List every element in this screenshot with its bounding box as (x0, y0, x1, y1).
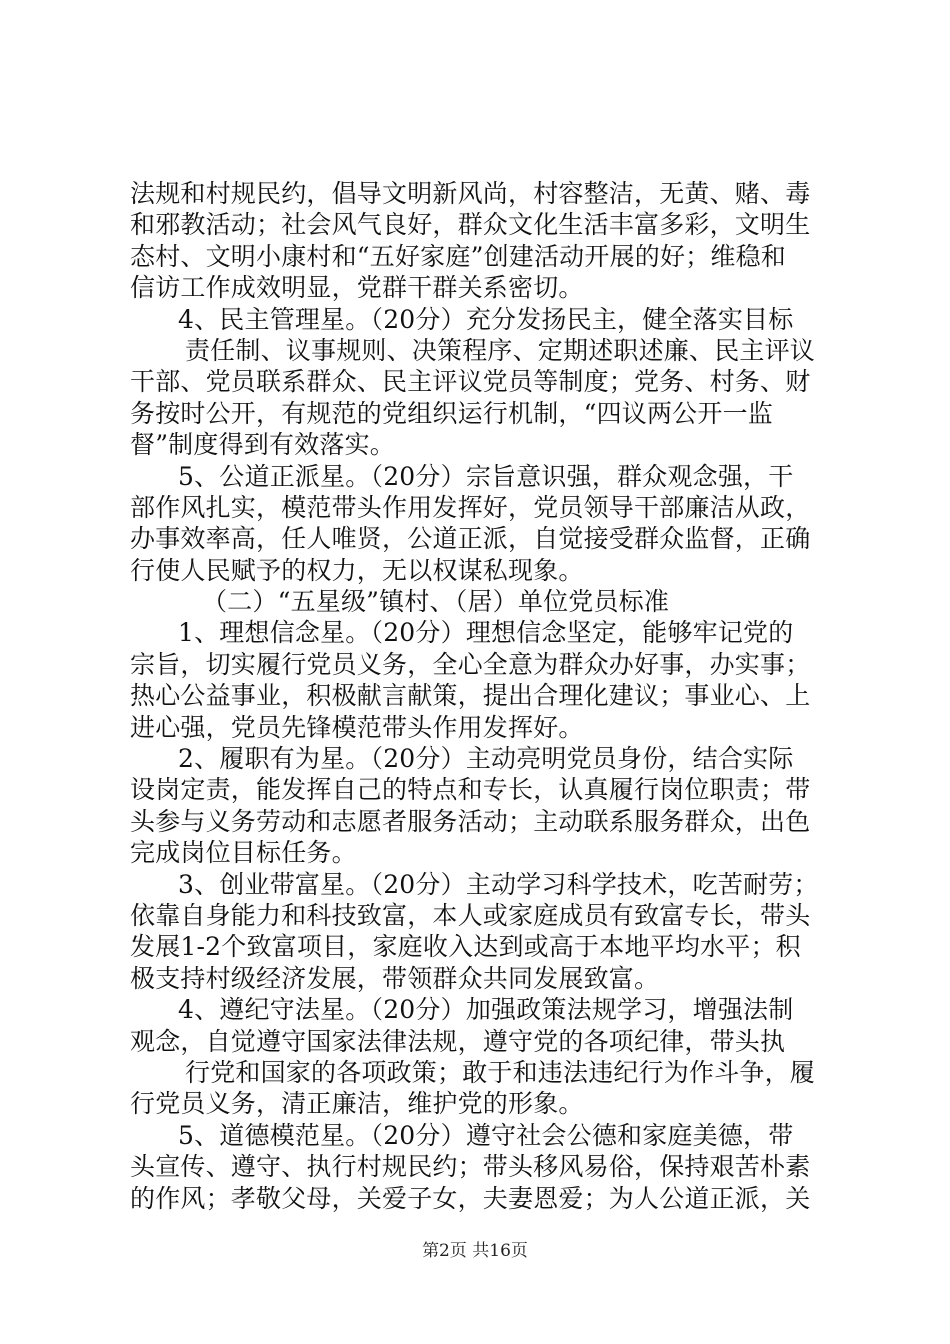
page-footer: 第2页 共16页 (422, 1241, 528, 1261)
text-line: （二）“五星级”镇村、（居）单位党员标准 (202, 587, 670, 617)
text-line: 部作风扎实，模范带头作用发挥好，党员领导干部廉洁从政， (130, 492, 811, 522)
text-line: 依靠自身能力和科技致富，本人或家庭成员有致富专长，带头 (130, 900, 811, 930)
text-line: 发展1-2个致富项目，家庭收入达到或高于本地平均水平；积 (130, 932, 801, 962)
text-line: 极支持村级经济发展，带领群众共同发展致富。 (130, 963, 660, 993)
text-line: 热心公益事业，积极献言献策，提出合理化建议；事业心、上 (130, 681, 811, 711)
text-line: 干部、党员联系群众、民主评议党员等制度；党务、村务、财 (130, 367, 811, 397)
body-text (130, 178, 830, 1214)
text-line: 5、道德模范星。（20分）遵守社会公德和家庭美德，带 (178, 1120, 794, 1150)
text-line: 1、理想信念星。（20分）理想信念坚定，能够牢记党的 (178, 618, 794, 648)
text-line: 2、履职有为星。（20分）主动亮明党员身份，结合实际 (178, 744, 794, 774)
text-line: 头参与义务劳动和志愿者服务活动；主动联系服务群众，出色 (130, 806, 811, 836)
text-line: 态村、文明小康村和“五好家庭”创建活动开展的好；维稳和 (130, 241, 786, 271)
text-line: 设岗定责，能发挥自己的特点和专长，认真履行岗位职责；带 (130, 775, 811, 805)
text-line: 行使人民赋予的权力，无以权谋私现象。 (130, 555, 584, 585)
text-line: 观念，自觉遵守国家法律法规，遵守党的各项纪律，带头执 (130, 1026, 786, 1056)
text-line: 进心强，党员先锋模范带头作用发挥好。 (130, 712, 584, 742)
text-line: 4、遵纪守法星。（20分）加强政策法规学习，增强法制 (178, 995, 794, 1025)
text-line: 务按时公开，有规范的党组织运行机制，“四议两公开一监 (130, 398, 773, 428)
text-line: 责任制、议事规则、决策程序、定期述职述廉、民主评议 (185, 335, 816, 365)
text-line: 完成岗位目标任务。 (130, 838, 357, 868)
text-line: 和邪教活动；社会风气良好，群众文化生活丰富多彩，文明生 (130, 210, 811, 240)
text-line: 3、创业带富星。（20分）主动学习科学技术，吃苦耐劳； (178, 869, 819, 899)
text-line: 法规和村规民约，倡导文明新风尚，村容整洁，无黄、赌、毒 (130, 179, 811, 208)
text-line: 行党和国家的各项政策；敢于和违法违纪行为作斗争，履 (185, 1057, 816, 1087)
text-line: 办事效率高，任人唯贤，公道正派，自觉接受群众监督，正确 (130, 524, 811, 554)
text-line: 5、公道正派星。（20分）宗旨意识强，群众观念强，干 (178, 461, 794, 491)
text-line: 行党员义务，清正廉洁，维护党的形象。 (130, 1089, 584, 1119)
text-line: 信访工作成效明显，党群干群关系密切。 (130, 273, 584, 303)
text-line: 4、民主管理星。（20分）充分发扬民主，健全落实目标 (178, 304, 794, 334)
text-line: 头宣传、遵守、执行村规民约；带头移风易俗，保持艰苦朴素 (130, 1152, 811, 1182)
text-line: 督”制度得到有效落实。 (130, 430, 395, 460)
text-line: 的作风；孝敬父母，关爱子女，夫妻恩爱；为人公道正派，关 (130, 1183, 811, 1213)
text-line: 宗旨，切实履行党员义务，全心全意为群众办好事，办实事； (130, 649, 811, 679)
